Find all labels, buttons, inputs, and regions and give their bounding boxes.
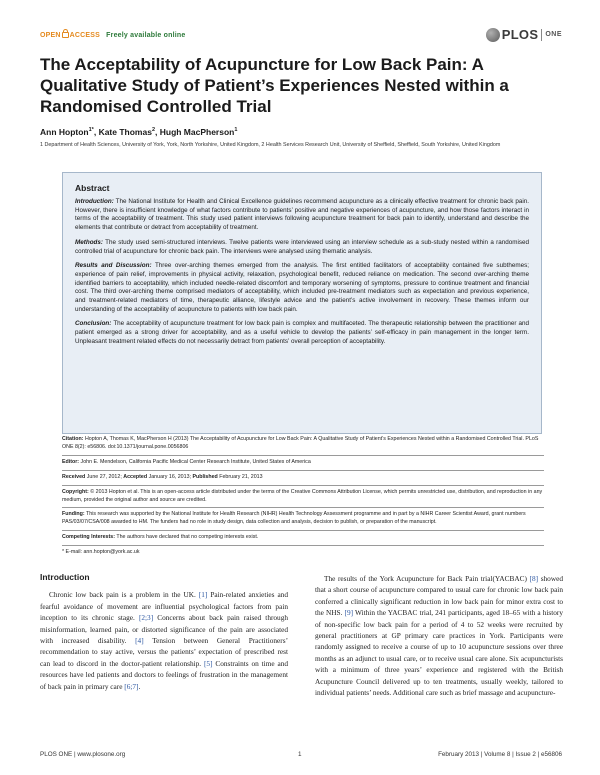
body-text: showed that a short course of acupuncture compared to usual care for chronic low back pain conferred a clinically significant reduction in low back pain for minor extra cost to the NHS. — [315, 574, 563, 618]
open-access-open: OPEN — [40, 32, 61, 39]
body-paragraph — [315, 573, 563, 698]
abstract-label: Results and Discussion: — [75, 262, 152, 270]
meta-label: Citation: — [62, 436, 84, 442]
citation-reference-link[interactable]: [4] — [135, 636, 144, 646]
body-paragraph — [40, 589, 288, 692]
abstract-text: The study used semi-structured interviews. Twelve patients were interviewed using an interview schedule as a sub-study nested within a randomised controlled trial of acupuncture for chronic back pain. The interviews were analysed using thematic analysis. — [75, 238, 529, 255]
body-text: Concerns about back pain raised through misinformation, learned pain, or distorted significance of the pain are associated with increased disability. — [40, 613, 288, 646]
meta-text: June 27, 2012; — [85, 473, 124, 480]
freely-available-text: Freely available online — [106, 32, 186, 39]
body-text: Tension between General Practitioners’ recommendation to stay active, versus the patients’ expectation of prescribed rest can lead to discord in the doctor-patient relationship. — [40, 636, 288, 668]
divider — [62, 507, 544, 508]
meta-label: Funding: — [62, 511, 85, 518]
author-name: Ann Hopton — [40, 127, 89, 137]
citation-reference-link[interactable]: [6;7] — [124, 681, 139, 691]
body-text: Constraints on time and resources have led patients and doctors to feelings of frustration in the management of back pain in primary care — [40, 658, 288, 691]
plos-globe-icon — [486, 28, 500, 42]
divider — [62, 485, 544, 486]
author-affiliation-marker: 1 — [234, 127, 238, 134]
footer-issue-info: February 2013 | Volume 8 | Issue 2 | e56806 — [438, 751, 562, 758]
divider — [62, 530, 544, 531]
abstract-label: Methods: — [75, 238, 103, 246]
meta-label: Accepted — [123, 473, 148, 480]
journal-name: ONE — [545, 31, 562, 38]
body-text: Pain-related anxieties and fearful avoidance of movement are influential psychological factors from pain inception to its chronic stage. — [40, 590, 288, 623]
author-affiliation-marker: 1* — [88, 127, 94, 134]
meta-label: Competing Interests: — [62, 534, 115, 541]
meta-text: This research was supported by the National Institute for Health Research (NIHR) Health Technology Assessment programme and in part by a NIHR Career Scientist Award, grant numbers PAS/03/07/CSA/008 awarded to HM. The funders had no role in study design, data collection and analysis, decision to publish, or preparation of the manuscript. — [62, 511, 526, 526]
dates-line — [62, 474, 544, 482]
article-metadata — [62, 436, 544, 560]
abstract-heading: Abstract — [75, 183, 110, 193]
open-access-badge — [40, 31, 185, 39]
meta-label: Editor: — [62, 458, 80, 465]
meta-text: John E. Mendelson, California Pacific Medical Center Research Institute, United States of America — [79, 458, 311, 465]
editor-line — [62, 459, 544, 467]
divider — [62, 470, 544, 471]
divider — [62, 545, 544, 546]
body-column-right — [315, 573, 563, 698]
section-heading-introduction: Introduction — [40, 572, 90, 582]
meta-text: February 21, 2013 — [217, 473, 263, 480]
copyright-line — [62, 489, 544, 505]
abstract-text: The acceptability of acupuncture treatment for low back pain is complex and multifaceted. The therapeutic relationship between the practitioner and patient emerged as a strong driver for acceptability, and as a useful vehicle to develop the patients’ self-efficacy in pain management in the longer term. Unpleasant treatment related effects do not necessarily detract from patients’ overall perception of acceptability. — [75, 320, 529, 345]
logo-divider — [541, 29, 542, 41]
open-access-access: ACCESS — [69, 32, 101, 39]
citation-reference-link[interactable]: [8] — [529, 574, 539, 583]
funding-line — [62, 511, 544, 527]
author-affiliation-marker: 2 — [151, 127, 155, 134]
author-separator: , — [93, 127, 99, 137]
abstract-label: Conclusion: — [75, 320, 112, 328]
author-name: Hugh MacPherson — [159, 127, 235, 137]
plos-one-logo — [486, 27, 562, 42]
meta-label: Published — [192, 473, 218, 480]
email-line — [62, 549, 544, 557]
abstract-label: Introduction: — [75, 198, 114, 205]
page-number: 1 — [298, 751, 302, 758]
article-title: The Acceptability of Acupuncture for Low Back Pain: A Qualitative Study of Patient’s Experiences Nested within a Randomised Controlled Trial — [40, 55, 509, 116]
footer-journal-url: PLOS ONE | www.plosone.org — [40, 751, 126, 758]
body-text: The results of the York Acupuncture for Back Pain trial(YACBAC) — [324, 574, 530, 583]
author-separator: , — [155, 127, 160, 137]
abstract-text: Three over-arching themes emerged from the analysis. The first entitled facilitators of acceptability contained five subthemes; experience of pain relief, improvements in physical activity, relaxation, psychological benefit, reduced reliance on medication. The second over-arching theme identified barriers to acceptability, which included needle-related discomfort and temporary worsening of symptoms, pressure to continue treatment and financial cost. The third over-arching theme comprised mediators of acceptability, which included pre-treatment mediators such as expectation and previous experience, and treatment-related mediators of time, therapeutic alliance, lifestyle advice and the patient’s active involvement in recovery. These themes inform our understanding of the acceptability of acupuncture to patients with low back pain. — [75, 262, 529, 313]
open-lock-icon — [62, 32, 69, 38]
abstract-conclusion — [75, 320, 529, 346]
meta-text: Hopton A, Thomas K, MacPherson H (2013) The Acceptability of Acupuncture for Low Back Pain: A Qualitative Study of Patient’s Experiences Nested within a Randomised Controlled Trial. PLoS ONE 8(2): e56806. doi:10.1371/journal.pone.0056806 — [62, 436, 539, 450]
plos-wordmark: PLOS — [501, 27, 539, 42]
divider — [62, 455, 544, 456]
meta-text: © 2013 Hopton et al. This is an open-access article distributed under the terms of the Creative Commons Attribution License, which permits unrestricted use, distribution, and reproduction in any medium, provided the original author and source are credited. — [62, 488, 543, 503]
body-text: Within the YACBAC trial, 241 participants, aged 18–65 with a history of non-specific low back pain for a period of 4 to 52 weeks were recruited by general practitioners at GP primary care practices in York. Participants were randomly assigned to receive a course of up to 10 acupuncture sessions over three months as an adjunct to usual care, or to receive usual care alone. Six acupuncturists with a minimum of three years’ experience and registered with the British Acupuncture Council delivered up to ten treatments, usually weekly, tailored to individual patients’ needs. Additional care such as brief massage and acupuncture- — [315, 608, 563, 698]
abstract-methods — [75, 239, 529, 256]
meta-label: Copyright: — [62, 488, 89, 495]
body-column-left — [40, 572, 288, 692]
meta-text: January 16, 2013; — [147, 473, 193, 480]
citation-line — [62, 436, 544, 452]
meta-label: * E-mail: — [62, 549, 83, 556]
author-name: Kate Thomas — [98, 127, 152, 137]
author-list — [40, 127, 237, 137]
citation-reference-link[interactable]: [5] — [203, 658, 213, 668]
abstract-results — [75, 262, 529, 314]
body-text: . — [138, 681, 141, 691]
abstract-text: The National Institute for Health and Clinical Excellence guidelines recommend acupuncture as a clinically effective treatment for chronic back pain. However, there is insufficient knowledge of what factors contribute to patients’ positive and negative experiences of acupuncture, and how those factors interact in terms of the acceptability of treatment. This study used patient interviews following acupuncture treatment for back pain to identify, understand and describe the elements that contribute or detract from acceptability of treatment. — [75, 198, 529, 232]
competing-interests-line — [62, 534, 544, 542]
journal-header — [40, 27, 562, 47]
meta-label: Received — [62, 473, 86, 480]
body-text: Chronic low back pain is a problem in the UK. — [49, 590, 199, 600]
abstract-introduction — [75, 198, 529, 233]
meta-text: The authors have declared that no competing interests exist. — [114, 534, 259, 541]
email-address[interactable]: ann.hopton@york.ac.uk — [82, 549, 140, 556]
citation-reference-link[interactable]: [1] — [198, 590, 208, 600]
citation-reference-link[interactable]: [9] — [344, 608, 354, 618]
affiliations: 1 Department of Health Sciences, University of York, York, North Yorkshire, United Kingdom, 2 Health Services Research Unit, University of Sheffield, Sheffield, South Yorkshire, United Kingdom — [40, 142, 501, 148]
citation-reference-link[interactable]: [2;3] — [138, 613, 154, 623]
abstract-box — [62, 172, 542, 434]
